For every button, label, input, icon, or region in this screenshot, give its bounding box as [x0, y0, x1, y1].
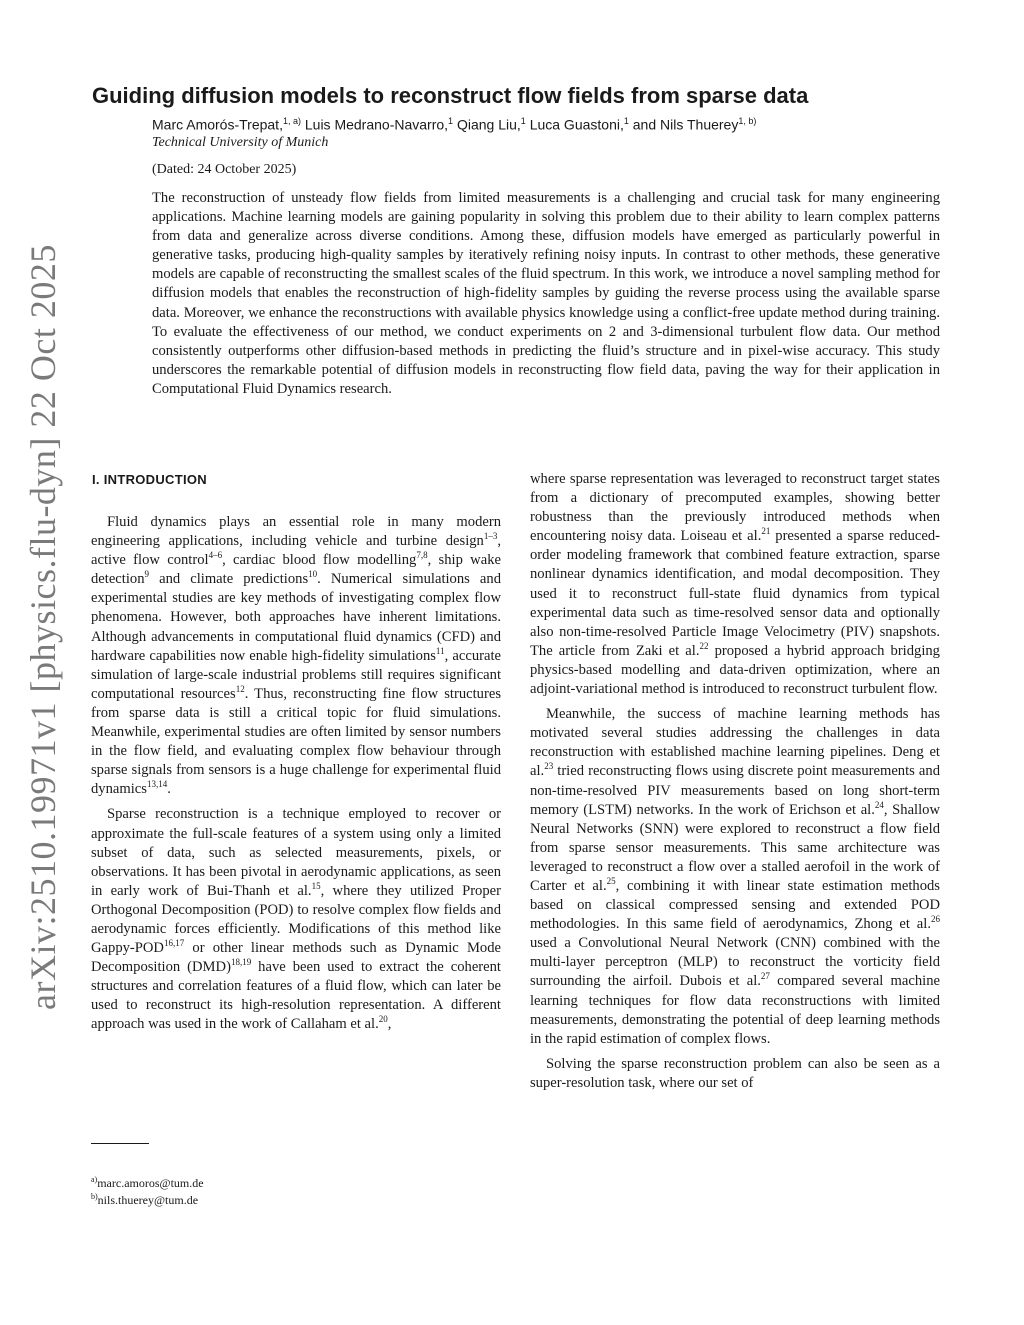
text-run: , where they utilized Proper Orthogonal Decomposition (POD) to resolve complex flow fields and aerodynamic forces efficiently. Modifications of this method like Gappy-POD	[91, 882, 501, 957]
citation-ref: 12	[235, 683, 245, 694]
citation-ref: 22	[699, 640, 709, 651]
footnote-b	[91, 1192, 198, 1208]
text-run: used a Convolutional Neural Network (CNN) combined with the multi-layer perceptron (MLP) to reconstruct the vorticity field surrounding the airfoil. Dubois et al.	[530, 935, 940, 990]
author-name: Marc Amorós-Trepat,	[152, 116, 283, 133]
text-run: have been used to extract the coherent structures and correlation features of a fluid flow, which can later be used to reconstruct its high-resolution representation. A different approach was used in the work of Callaham et al.	[91, 959, 501, 1033]
text-run: where sparse representation was leveraged to reconstruct target states from a dictionary of precomputed examples, showing better robustness than the previously introduced methods when encountering noisy data. Loiseau et al.	[530, 471, 940, 545]
body-paragraph	[91, 805, 501, 1034]
citation-ref: 1–3	[483, 531, 498, 542]
citation-ref: 9	[144, 569, 149, 580]
text-run: Solving the sparse reconstruction problem can also be seen as a super-resolution task, where our set of	[530, 1055, 940, 1091]
author-affiliation-mark: 1	[623, 116, 629, 126]
author-list	[152, 116, 952, 133]
paper-title: Guiding diffusion models to reconstruct flow fields from sparse data	[92, 83, 809, 108]
text-run: proposed a hybrid approach bridging physics-based modelling and data-driven optimization, where an adjoint-variational method is introduced to reconstruct turbulent flow.	[530, 642, 940, 698]
section-heading-introduction: I. INTRODUCTION	[92, 472, 207, 487]
footnote-a	[91, 1175, 204, 1191]
author-name: Qiang Liu,	[456, 116, 521, 133]
right-column	[530, 470, 940, 1099]
citation-ref: 21	[761, 526, 771, 537]
citation-ref: 24	[874, 799, 884, 810]
text-run: , cardiac blood flow modelling	[222, 552, 417, 569]
body-paragraph	[530, 705, 940, 1049]
citation-ref: 25	[606, 876, 616, 887]
date-line: (Dated: 24 October 2025)	[152, 162, 297, 177]
text-run: or other linear methods such as Dynamic Mode Decomposition (DMD)	[91, 940, 501, 976]
left-column	[91, 513, 501, 1041]
citation-ref: 18,19	[230, 957, 252, 968]
text-run: , combining it with linear state estimation methods based on classical compressed sensing and extended POD methodologies. In this same field of aerodynamics, Zhong et al.	[530, 877, 940, 933]
citation-ref: 10	[308, 569, 318, 580]
abstract: The reconstruction of unsteady flow fields from limited measurements is a challenging and crucial task for many engineering applications. Machine learning models are gaining popularity in solving this problem due to their ability to learn complex patterns from data and generalize across diverse conditions. Among these, diffusion models have emerged as particularly powerful in generative tasks, producing high-quality samples by iteratively refining noisy inputs. In contrast to other methods, these generative models are capable of reconstructing the smallest scales of the fluid spectrum. In this work, we introduce a novel sampling method for diffusion models that enables the reconstruction of high-fidelity samples by guiding the reverse process using the available sparse data. Moreover, we enhance the reconstructions with available physics knowledge using a conflict-free update method during training. To evaluate the effectiveness of our method, we conduct experiments on 2 and 3-dimensional turbulent flow data. Our method consistently outperforms other diffusion-based methods in predicting the fluid’s structure and in pixel-wise accuracy. This study underscores the remarkable potential of diffusion models in reconstructing flow field data, paving the way for their application in Computational Fluid Dynamics research.	[152, 190, 940, 397]
text-run: , active flow control	[91, 533, 501, 569]
citation-ref: 4–6	[208, 550, 223, 561]
text-run: , Shallow Neural Networks (SNN) were explored to reconstruct a flow field from sparse sensor measurements. This same architecture was leveraged to reconstruct a flow over a stalled aerofoil in the work of Carter et al.	[530, 801, 940, 894]
body-paragraph	[91, 513, 501, 799]
author-affiliation-mark: 1, a)	[282, 116, 301, 126]
text-run: , accurate simulation of large-scale industrial problems still requires significant computational resources	[91, 647, 501, 702]
citation-ref: 23	[544, 761, 554, 772]
text-run: tried reconstructing flows using discrete point measurements and non-time-resolved PIV measurements based on long short-term memory (LSTM) networks. In the work of Erichson et al.	[530, 763, 940, 818]
citation-ref: 7,8	[416, 550, 428, 561]
text-run: . Thus, reconstructing fine flow structures from sparse data is still a critical topic for fluid simulations. Meanwhile, experimental studies are often limited by sensor numbers in the flow field, and evaluating complex flow behaviour through sparse signals from sensors is a huge challenge for experimental fluid dynamics	[91, 685, 501, 798]
citation-ref: 26	[931, 914, 940, 925]
text-run: ,	[387, 1016, 392, 1033]
text-run: Meanwhile, the success of machine learning methods has motivated several studies addressing the challenges in data reconstruction with established machine learning pipelines. Deng et al.	[530, 706, 940, 780]
body-paragraph	[530, 470, 940, 699]
citation-ref: 16,17	[163, 938, 185, 949]
footnote-divider	[91, 1143, 149, 1144]
author-affiliation-mark: 1	[448, 116, 454, 126]
text-run: compared several machine learning techniques for flow data reconstructions with limited measurements, demonstrating the potential of deep learning methods in the rapid estimation of complex flows.	[530, 973, 940, 1047]
author-affiliation-mark: 1, b)	[738, 116, 757, 126]
author-name: Luca Guastoni,	[529, 116, 624, 133]
footnote-email: marc.amoros@tum.de	[97, 1176, 204, 1190]
author-affiliation-mark: 1	[520, 116, 526, 126]
affiliation: Technical University of Munich	[152, 135, 329, 150]
text-run: .	[167, 781, 171, 798]
citation-ref: 13,14	[146, 779, 168, 790]
footnote-mark: a)	[91, 1175, 98, 1184]
text-run: . Numerical simulations and experimental studies are key methods of investigating complex flow phenomena. However, both approaches have inherent limitations. Although advancements in computational fluid dynamics (CFD) and hardware capabilities now enable high-fidelity simulations	[91, 571, 501, 664]
text-run: presented a sparse reduced-order modeling framework that combined feature extraction, sparse nonlinear dynamics identification, and modal decomposition. They used it to reconstruct full-state fluid dynamics from typical experimental data such as time-resolved sensor data and optionally also non-time-resolved Particle Image Velocimetry (PIV) snapshots. The article from Zaki et al.	[530, 528, 940, 659]
citation-ref: 11	[435, 645, 445, 656]
author-name: Luis Medrano-Navarro,	[304, 116, 449, 133]
author-name: and Nils Thuerey	[632, 116, 739, 133]
arxiv-side-identifier: arXiv:2510.19971v1 [physics.flu-dyn] 22 Oct 2025	[23, 244, 63, 1010]
citation-ref: 15	[311, 880, 321, 891]
text-run: , ship wake detection	[91, 552, 501, 588]
text-run: Sparse reconstruction is a technique employed to recover or approximate the full-scale features of a system using only a limited subset of data, such as selected measurements, pixels, or observations. It has been pivotal in aerodynamic applications, as seen in early work of Bui-Thanh et al.	[91, 806, 501, 899]
text-run: and climate predictions	[149, 571, 309, 588]
citation-ref: 20	[378, 1014, 388, 1025]
body-paragraph	[530, 1055, 940, 1093]
citation-ref: 27	[760, 971, 770, 982]
text-run: Fluid dynamics plays an essential role in many modern engineering applications, including vehicle and turbine design	[91, 514, 501, 550]
footnote-mark: b)	[91, 1192, 98, 1201]
footnote-email: nils.thuerey@tum.de	[97, 1193, 199, 1207]
